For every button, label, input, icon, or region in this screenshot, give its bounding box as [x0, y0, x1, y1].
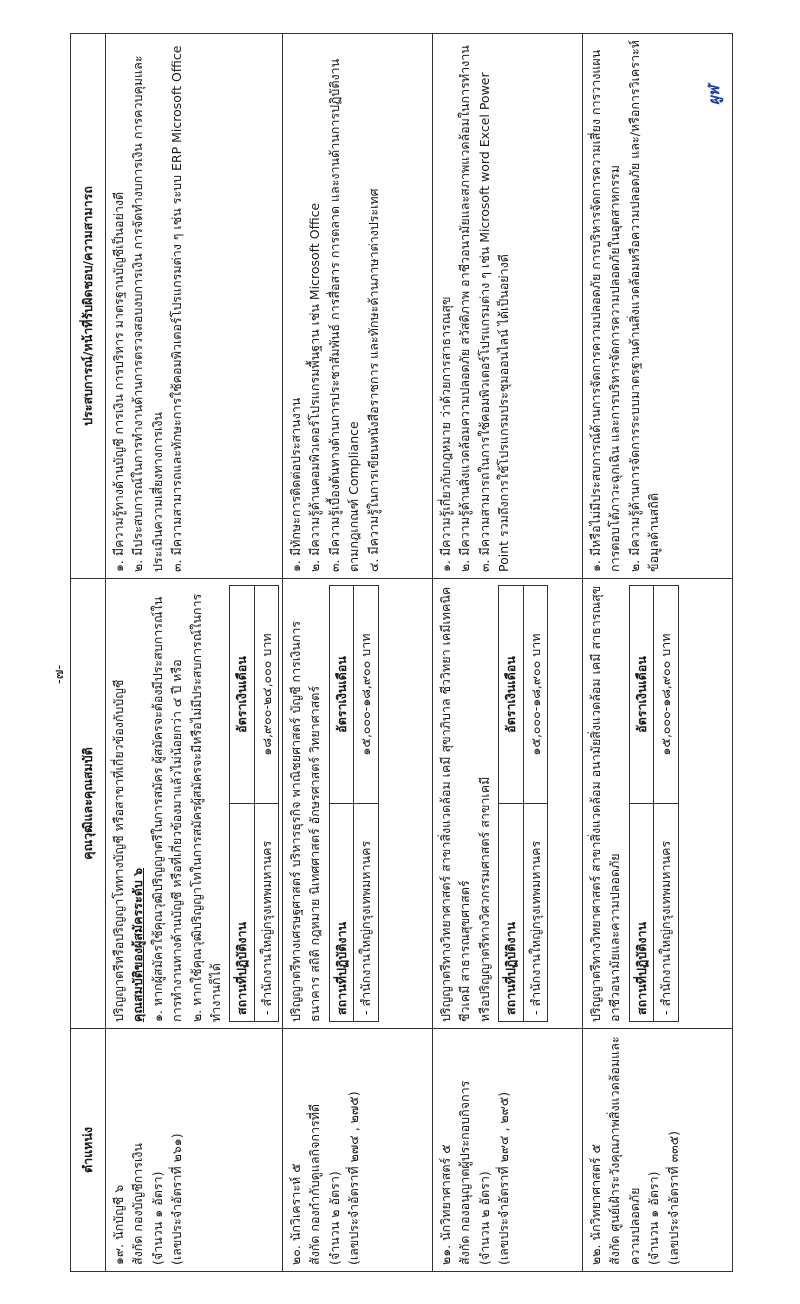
header-row	[71, 34, 106, 1272]
header-experience: ประสบการณ์/หน้าที่รับผิดชอบ/ความสามารถ	[71, 34, 106, 579]
experience-item: ๓. มีความรู้เบื้องต้นทางด้านการประชาสัมพันธ์ การสื่อสาร การตลาด และงานด้านการปฏิบัติงานตามกฎเกณฑ์ Compliance	[326, 58, 362, 572]
position-department: สังกัด กองอนุญาตผู้ประกอบกิจการ	[457, 1080, 473, 1265]
page-number: -๗-	[52, 664, 67, 684]
position-count: (จำนวน ๑ อัตรา)	[149, 1171, 165, 1265]
workplace-salary-table	[329, 585, 379, 1022]
salary-value: ๑๘,๙๐๐-๒๔,๐๐๐ บาท	[254, 586, 278, 804]
experience-item: ๔. มีความรู้ในการเขียนหนังสือราชการ และทักษะด้านภาษาต่างประเทศ	[365, 188, 381, 572]
experience-item: ๓. มีความสามารถและทักษะการใช้คอมพิวเตอร์โปรแกรมต่าง ๆ เช่น ระบบ ERP Microsoft Office	[169, 45, 185, 572]
workplace-salary-table	[229, 585, 279, 1022]
experience-item: ๑. มีความรู้ทางด้านบัญชี การเงิน การบริหาร มาตรฐานบัญชีเป็นอย่างดี	[111, 191, 126, 572]
position-cell	[583, 1029, 733, 1272]
header-position: ตำแหน่ง	[71, 1029, 106, 1272]
experience-item: ๑. มีความรู้เกี่ยวกับกฎหมาย ว่าด้วยการสาธารณสุข	[438, 296, 453, 572]
qualification-text: ปริญญาตรีหรือปริญญาโททางบัญชี หรือสาขาที่เกี่ยวข้องกับบัญชี	[111, 679, 126, 1022]
position-rate-number: (เลขประจำอัตราที่ ๓๓๕)	[665, 1130, 681, 1265]
position-title: ๒๒. นักวิทยาศาสตร์ ๕	[588, 1144, 603, 1265]
position-rate-number: (เลขประจำอัตราที่ ๒๗๔ , ๒๗๕)	[346, 1091, 362, 1265]
experience-cell	[583, 34, 733, 579]
workplace-header: สถานที่ปฏิบัติงาน	[230, 804, 254, 1022]
qualification-text: ปริญญาตรีทางวิทยาศาสตร์ สาขาสิ่งแวดล้อม อนามัยสิ่งแวดล้อม เคมี สาธารณสุข อาชีวอนามัยและความปลอดภัย	[588, 585, 623, 1022]
experience-item: ๑. มีทักษะการติดต่อประสานงาน	[288, 397, 303, 572]
position-cell	[433, 1029, 583, 1272]
qualification-text: ๒. หากใช้คุณวุฒิปริญญาโทในการสมัครผู้สมัครจะมีหรือไม่มีประสบการณ์ในการทำงานก็ได้	[188, 593, 223, 1022]
position-title: ๒๐. นักวิเคราะห์ ๕	[288, 1163, 303, 1265]
workplace-value: - สำนักงานใหญ่กรุงเทพมหานคร	[654, 804, 678, 1022]
experience-cell	[283, 34, 433, 579]
salary-header: อัตราเงินเดือน	[329, 586, 353, 804]
qualification-text: ๑. หากผู้สมัครใช้คุณวุฒิปริญญาตรีในการสมัคร ผู้สมัครจะต้องมีประสบการณ์ในการทำงานทางด้านบัญชี หรือที่เกี่ยวข้องมาแล้วไม่น้อยกว่า ๔ ปี หรือ	[149, 596, 185, 1022]
workplace-header: สถานที่ปฏิบัติงาน	[499, 804, 523, 1022]
workplace-header: สถานที่ปฏิบัติงาน	[629, 804, 653, 1022]
workplace-header: สถานที่ปฏิบัติงาน	[329, 804, 353, 1022]
experience-cell	[106, 34, 283, 579]
qualification-cell	[283, 579, 433, 1029]
position-title: ๒๑. นักวิทยาศาสตร์ ๕	[438, 1144, 453, 1265]
position-department: สังกัด กองกำกับดูแลกิจการที่ดี	[307, 1103, 323, 1265]
experience-item: ๓. มีความสามารถในการใช้คอมพิวเตอร์โปรแกรมต่าง ๆ เช่น Microsoft word Excel Power Point รวมถึงการใช้โปรแกรมประชุมออนไลน์ ได้เป็นอย่างดี	[476, 72, 512, 572]
salary-header: อัตราเงินเดือน	[629, 586, 653, 804]
table-row	[283, 34, 433, 1272]
experience-item: ๒. มีประสบการณ์ในการทำงานด้านการตรวจสอบงบการเงิน การจัดทำงบการเงิน การควบคุมและประเมินความเสี่ยงทางการเงิน	[130, 55, 165, 572]
salary-value: ๑๕,๐๐๐-๑๘,๙๐๐ บาท	[523, 586, 547, 804]
experience-item: ๒. มีความรู้ด้านการจัดการระบบมาตรฐานด้านสิ่งแวดล้อมหรือความปลอดภัย และ/หรือการวิเคราะห์ข้อมูลด้านสถิติ	[626, 40, 662, 572]
position-count: (จำนวน ๑ อัตรา)	[646, 1171, 662, 1265]
position-cell	[106, 1029, 283, 1272]
salary-value: ๑๕,๐๐๐-๑๘,๙๐๐ บาท	[654, 586, 678, 804]
qualification-text: ปริญญาตรีทางวิทยาศาสตร์ สาขาสิ่งแวดล้อม เคมี สุขาภิบาล ชีววิทยา เคมีเทคนิค ชีวเคมี สาธารณสุขศาสตร์	[438, 586, 473, 1022]
experience-item: ๒. มีความรู้ด้านสิ่งแวดล้อมความปลอดภัย สวัสดิภาพ อาชีวอนามัยและสภาพแวดล้อมในการทำงาน	[457, 45, 473, 572]
position-cell	[283, 1029, 433, 1272]
qualification-subheading: คุณสมบัติของผู้สมัครระดับ ๖	[130, 867, 146, 1022]
position-department: สังกัด ศูนย์เฝ้าระวังคุณภาพสิ่งแวดล้อมและความปลอดภัย	[607, 1036, 642, 1265]
qualification-cell	[433, 579, 583, 1029]
position-count: (จำนวน ๒ อัตรา)	[326, 1171, 342, 1265]
workplace-salary-table	[498, 585, 548, 1022]
header-qualification: คุณวุฒิและคุณสมบัติ	[71, 579, 106, 1029]
positions-table	[70, 33, 733, 1272]
position-department: สังกัด กองบัญชีการเงิน	[130, 1143, 146, 1265]
qualification-cell	[106, 579, 283, 1029]
salary-header: อัตราเงินเดือน	[499, 586, 523, 804]
workplace-salary-table	[629, 585, 679, 1022]
workplace-value: - สำนักงานใหญ่กรุงเทพมหานคร	[254, 804, 278, 1022]
table-row	[583, 34, 733, 1272]
workplace-value: - สำนักงานใหญ่กรุงเทพมหานคร	[523, 804, 547, 1022]
table-row	[106, 34, 283, 1272]
qualification-cell	[583, 579, 733, 1029]
handwritten-initials: ผูฬ	[704, 86, 723, 106]
experience-item: ๒. มีความรู้ด้านคอมพิวเตอร์โปรแกรมพื้นฐาน เช่น Microsoft Office	[307, 202, 323, 572]
position-rate-number: (เลขประจำอัตราที่ ๒๙๔ , ๒๙๕)	[496, 1091, 512, 1265]
position-title: ๑๙. นักบัญชี ๖	[111, 1184, 126, 1265]
salary-value: ๑๕,๐๐๐-๑๘,๙๐๐ บาท	[354, 586, 378, 804]
qualification-text: ปริญญาตรีทางเศรษฐศาสตร์ บริหารธุรกิจ พาณิชยศาสตร์ บัญชี การเงินการธนาคาร สถิติ กฎหมาย นิเทศศาสตร์ อักษรศาสตร์ วิทยาศาสตร์	[288, 620, 323, 1022]
experience-item: ๑. มีหรือไม่มีประสบการณ์ด้านการจัดการความปลอดภัย การบริหารจัดการความเสี่ยง การวางแผน การตอบโต้ภาวะฉุกเฉิน และการบริหารจัดการความปลอดภัยในอุตสาหกรรม	[588, 49, 623, 572]
position-count: (จำนวน ๒ อัตรา)	[476, 1171, 492, 1265]
salary-header: อัตราเงินเดือน	[230, 586, 254, 804]
experience-cell	[433, 34, 583, 579]
qualification-text: หรือปริญญาตรีทางวิศวกรรมศาสตร์ สาขาเคมี	[476, 776, 492, 1022]
workplace-value: - สำนักงานใหญ่กรุงเทพมหานคร	[354, 804, 378, 1022]
table-row	[433, 34, 583, 1272]
position-rate-number: (เลขประจำอัตราที่ ๒๖๑)	[169, 1133, 185, 1265]
